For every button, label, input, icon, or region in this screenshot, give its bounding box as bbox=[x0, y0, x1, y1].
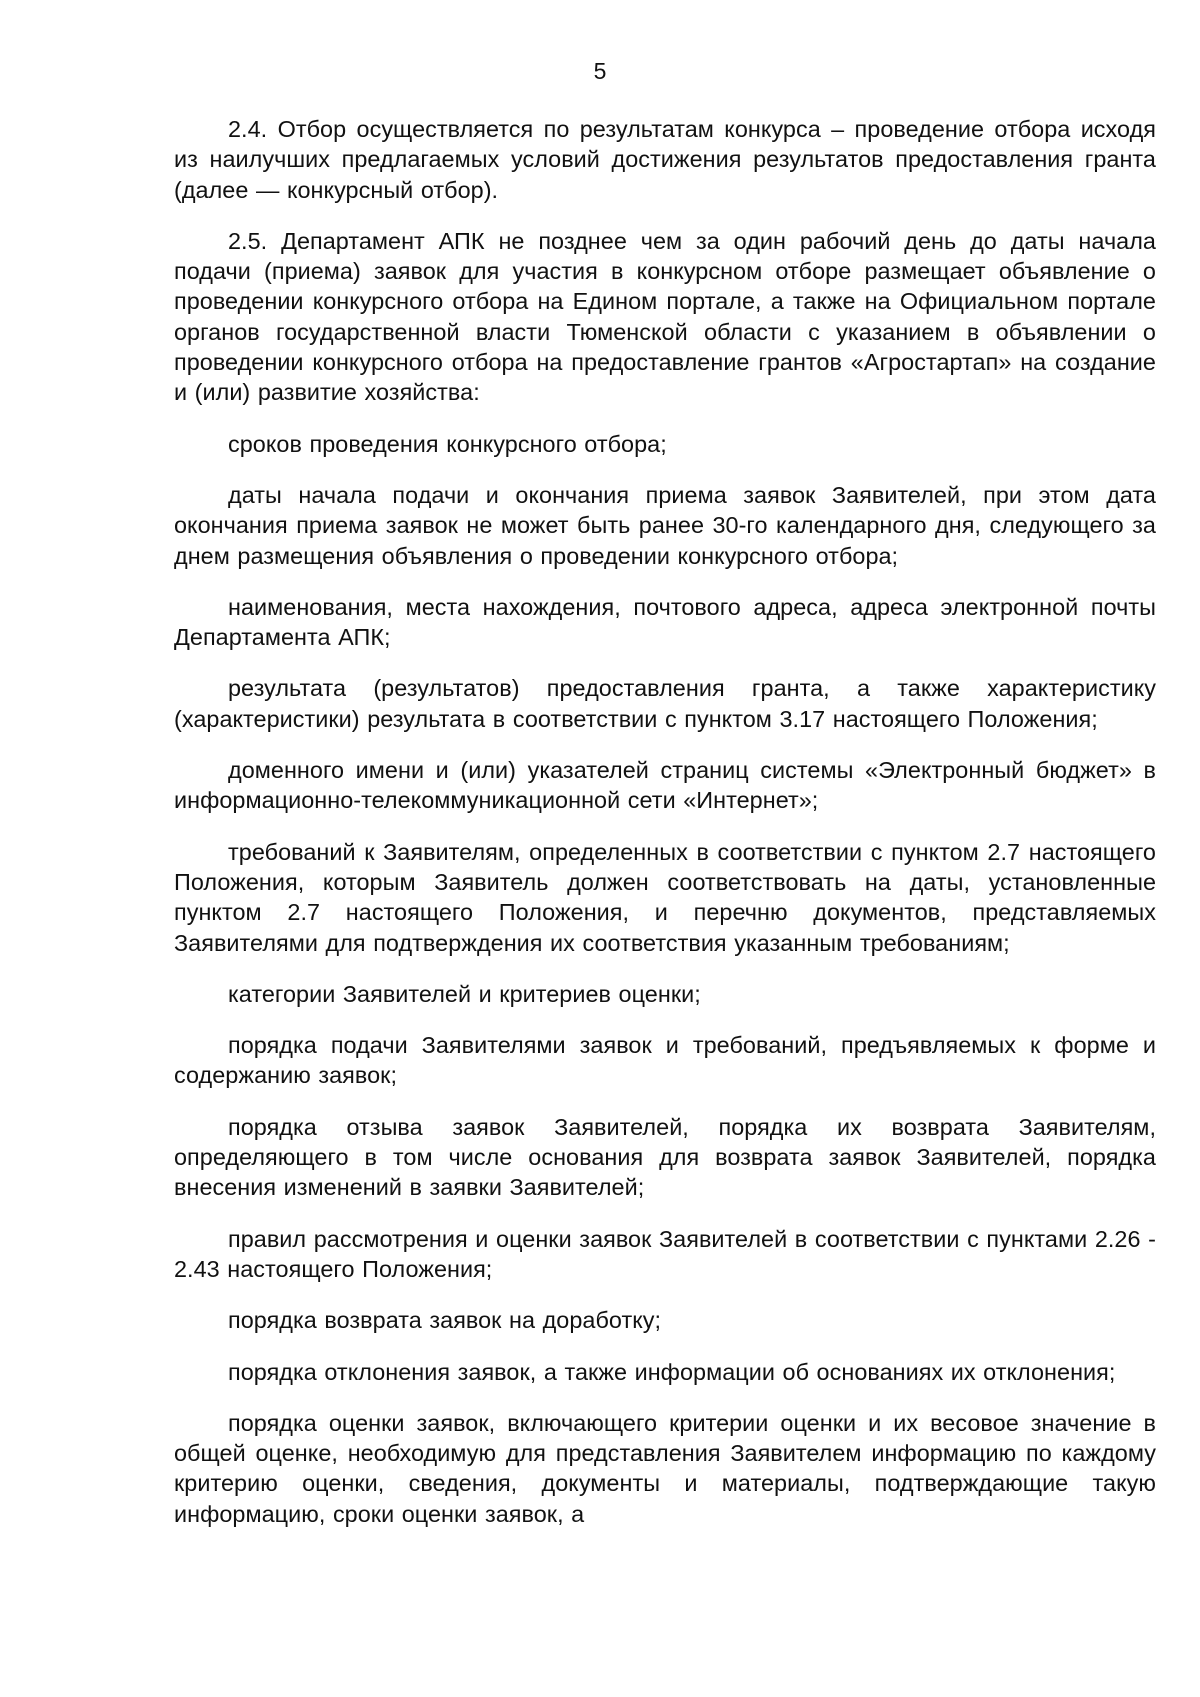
list-item-return-order: порядка возврата заявок на доработку; bbox=[228, 1307, 662, 1334]
list-item-evaluation-order: порядка оценки заявок, включающего критерии оценки и их весовое значение в общей оценке, необходимую для представления Заявителем информацию по каждому критерию оценки, сведения, документы и материалы, подтверждающие такую информацию, сроки оценки заявок, а bbox=[174, 1409, 1156, 1527]
list-item-categories: категории Заявителей и критериев оценки; bbox=[228, 980, 701, 1007]
list-item-deadlines: сроков проведения конкурсного отбора; bbox=[228, 430, 667, 457]
list-item-rejection-order: порядка отклонения заявок, а также информации об основаниях их отклонения; bbox=[228, 1358, 1116, 1385]
list-item-review-rules: правил рассмотрения и оценки заявок Заявителей в соответствии с пунктами 2.26 - 2.43 настоящего Положения; bbox=[174, 1225, 1156, 1282]
paragraph-2-5: 2.5. Департамент АПК не позднее чем за один рабочий день до даты начала подачи (приема) заявок для участия в конкурсном отборе размещает объявление о проведении конкурсного отбора на Едином портале, а также на Официальном портале органов государственной власти Тюменской области с указанием в объявлении о проведении конкурсного отбора на предоставление грантов «Агростартап» на создание и (или) развитие хозяйства: bbox=[174, 227, 1156, 406]
list-item-dates: даты начала подачи и окончания приема заявок Заявителей, при этом дата окончания приема заявок не может быть ранее 30-го календарного дня, следующего за днем размещения объявления о проведении конкурсного отбора; bbox=[174, 481, 1156, 569]
paragraph-2-4: 2.4. Отбор осуществляется по результатам конкурса – проведение отбора исходя из наилучших предлагаемых условий достижения результатов предоставления гранта (далее — конкурсный отбор). bbox=[174, 116, 1156, 203]
list-item-results: результата (результатов) предоставления гранта, а также характеристику (характеристики) результата в соответствии с пунктом 3.17 настоящего Положения; bbox=[174, 675, 1156, 732]
list-item-contacts: наименования, места нахождения, почтового адреса, адреса электронной почты Департамента АПК; bbox=[174, 593, 1156, 651]
document-body bbox=[174, 114, 1156, 1529]
list-item-domain: доменного имени и (или) указателей страниц системы «Электронный бюджет» в информационно-телекоммуникационной сети «Интернет»; bbox=[174, 757, 1156, 814]
page-number: 5 bbox=[593, 58, 607, 84]
list-item-submission-order: порядка подачи Заявителями заявок и требований, предъявляемых к форме и содержанию заявок; bbox=[174, 1032, 1156, 1089]
list-item-requirements: требований к Заявителям, определенных в соответствии с пунктом 2.7 настоящего Положения, которым Заявитель должен соответствовать на даты, установленные пунктом 2.7 настоящего Положения, и перечню документов, представляемых Заявителями для подтверждения их соответствия указанным требованиям; bbox=[174, 838, 1156, 956]
list-item-withdrawal-order: порядка отзыва заявок Заявителей, порядка их возврата Заявителям, определяющего в том числе основания для возврата заявок Заявителей, порядка внесения изменений в заявки Заявителей; bbox=[174, 1113, 1156, 1201]
